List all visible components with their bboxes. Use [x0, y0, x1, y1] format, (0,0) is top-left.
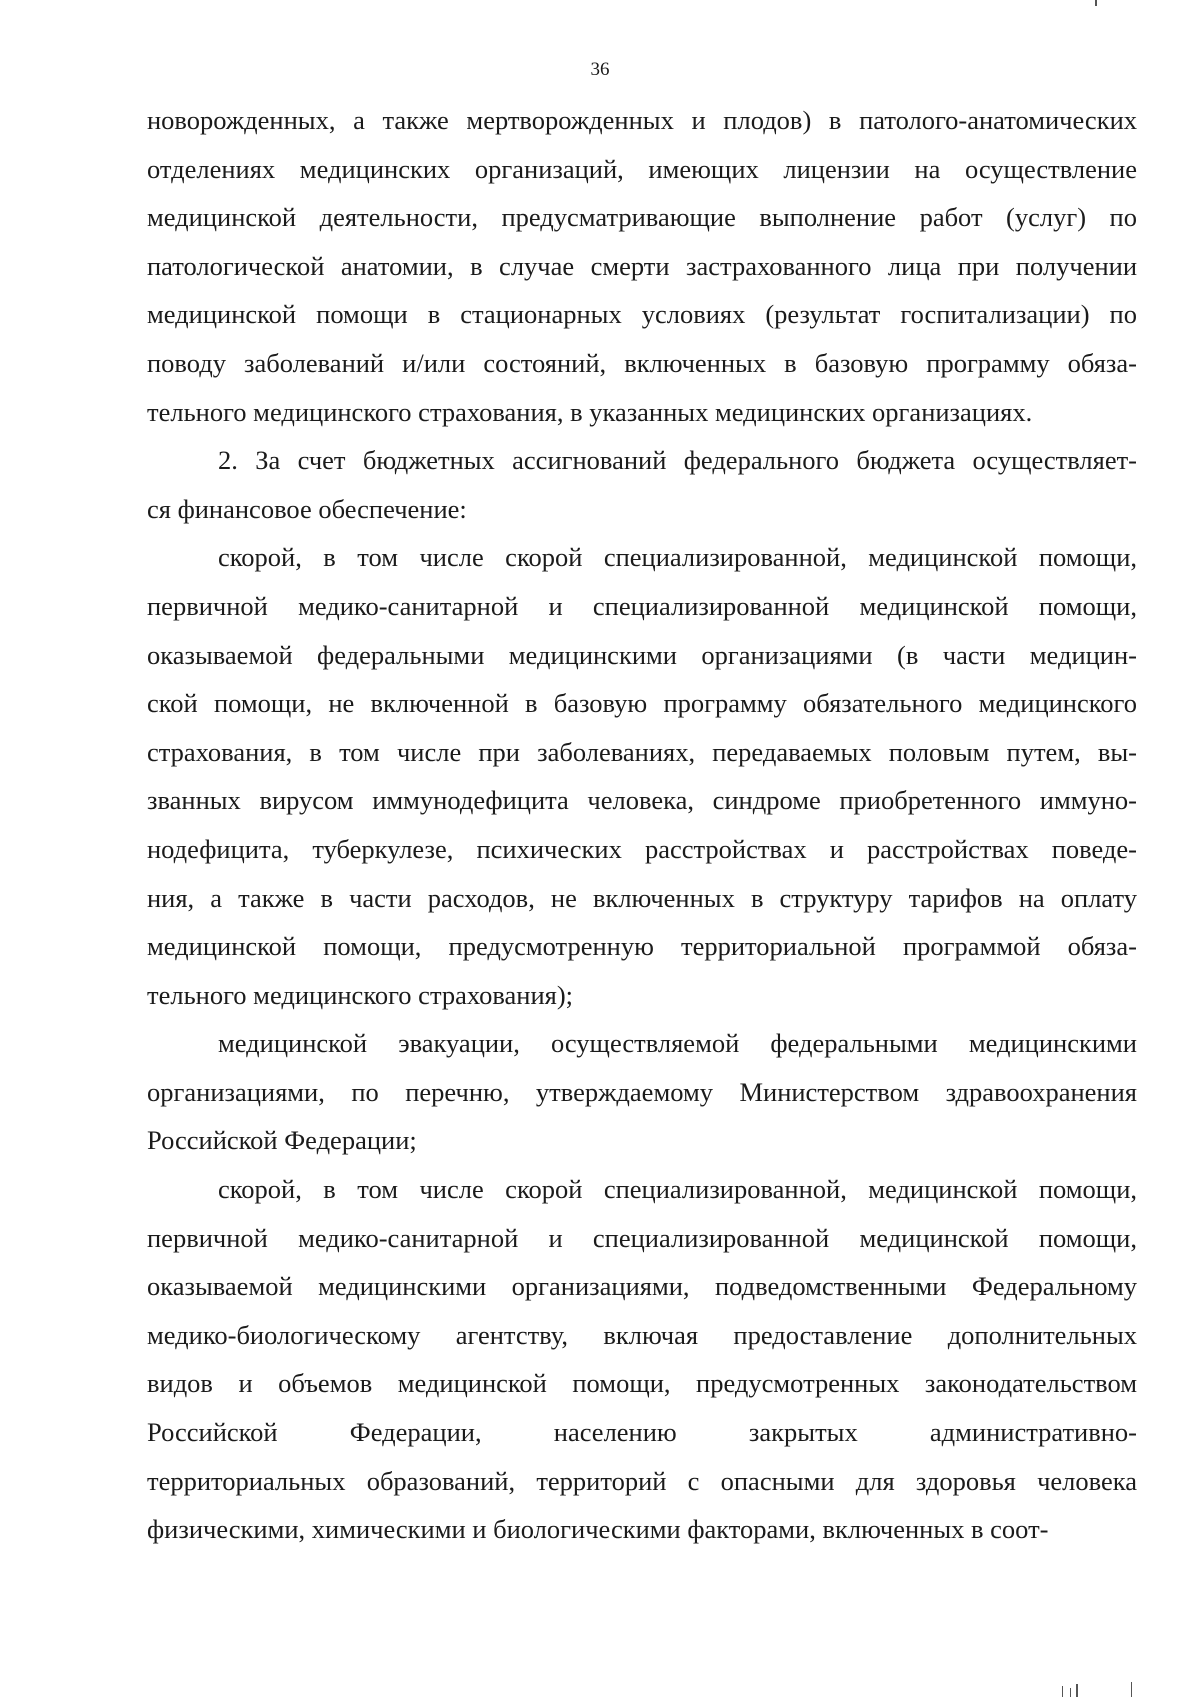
text-line: тельного медицинского страхования, в указанных медицинских организациях.	[147, 396, 1033, 427]
text-line: оказываемой федеральными медицинскими организациями (в части медицин-	[147, 639, 1137, 670]
text-line: оказываемой медицинскими организациями, подведомственными Федеральному	[147, 1271, 1137, 1302]
text-line: скорой, в том числе скорой специализированной, медицинской помощи,	[218, 1174, 1137, 1205]
text-line: новорожденных, а также мертворожденных и плодов) в патолого-анатомических	[147, 105, 1137, 135]
scan-artifact	[1070, 1688, 1071, 1697]
scan-artifact	[1076, 1684, 1078, 1697]
text-line: званных вирусом иммунодефицита человека, синдроме приобретенного иммуно-	[147, 785, 1137, 816]
text-line: медико-биологическому агентству, включая предоставление дополнительных	[147, 1319, 1137, 1350]
page-number: 36	[590, 59, 610, 80]
text-line: медицинской помощи в стационарных условиях (результат госпитализации) по	[147, 299, 1137, 330]
text-line: нодефицита, туберкулезе, психических расстройствах и расстройствах поведе-	[147, 833, 1137, 864]
paragraph	[147, 533, 1137, 1019]
text-line: ской помощи, не включенной в базовую программу обязательного медицинского	[147, 688, 1137, 719]
paragraph	[147, 1165, 1137, 1554]
text-line: страхования, в том числе при заболеваниях, передаваемых половым путем, вы-	[147, 736, 1137, 767]
text-line: медицинской помощи, предусмотренную территориальной программой обяза-	[147, 931, 1137, 962]
text-line: организациями, по перечню, утверждаемому Министерством здравоохранения	[147, 1076, 1137, 1107]
text-line: территориальных образований, территорий с опасными для здоровья человека	[147, 1465, 1137, 1496]
text-line: 2. За счет бюджетных ассигнований федерального бюджета осуществляет-	[218, 445, 1137, 476]
scan-artifact	[1095, 0, 1097, 6]
text-line: физическими, химическими и биологическими факторами, включенных в соот-	[147, 1514, 1049, 1545]
text-line: медицинской эвакуации, осуществляемой федеральными медицинскими	[218, 1028, 1137, 1059]
text-line: поводу заболеваний и/или состояний, включенных в базовую программу обяза-	[147, 347, 1137, 378]
text-line: скорой, в том числе скорой специализированной, медицинской помощи,	[218, 542, 1137, 573]
paragraph	[147, 1019, 1137, 1165]
text-line: отделениях медицинских организаций, имеющих лицензии на осуществление	[147, 153, 1137, 184]
body-text	[147, 96, 1137, 1554]
text-line: медицинской деятельности, предусматривающие выполнение работ (услуг) по	[147, 202, 1137, 233]
scan-artifact	[1131, 1682, 1132, 1697]
text-line: Российской Федерации;	[147, 1125, 417, 1156]
paragraph	[147, 96, 1137, 436]
text-line: видов и объемов медицинской помощи, предусмотренных законодательством	[147, 1368, 1137, 1399]
text-line: тельного медицинского страхования);	[147, 979, 574, 1010]
text-line: ния, а также в части расходов, не включенных в структуру тарифов на оплату	[147, 882, 1137, 913]
text-line: Российской Федерации, населению закрытых административно-	[147, 1417, 1137, 1448]
text-line: первичной медико-санитарной и специализированной медицинской помощи,	[147, 590, 1137, 621]
scan-artifact	[1062, 1686, 1063, 1697]
text-line: первичной медико-санитарной и специализированной медицинской помощи,	[147, 1222, 1137, 1253]
paragraph	[147, 436, 1137, 533]
text-line: ся финансовое обеспечение:	[147, 493, 467, 524]
text-line: патологической анатомии, в случае смерти застрахованного лица при получении	[147, 250, 1137, 281]
